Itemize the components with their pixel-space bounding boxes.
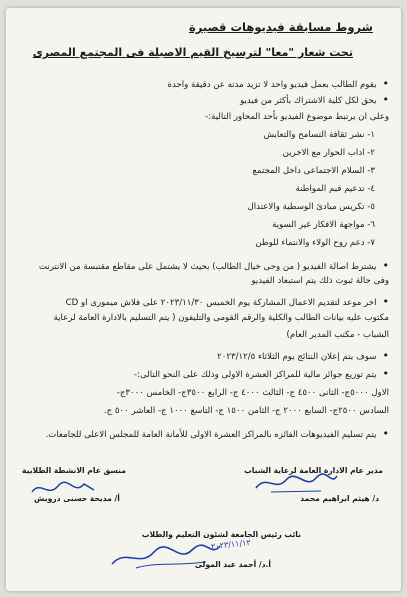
left-signatory-title: منسق عام الانشطة الطلابية <box>22 466 126 475</box>
topic-item: ٥- تكريس مبادئ الوسطية والاعتدال <box>247 202 375 212</box>
prizes-line-2: السادس ٢٥٠٠ج- السابع ٢٠٠٠ ج- الثامن ١٥٠٠ ج- التاسع ١٠٠٠ ج- العاشر ٥٠٠ ج. <box>103 406 389 416</box>
topic-item: ٢- اداب الحوار مع الاخرين <box>282 148 375 158</box>
rule-originality: • يشترط اصالة الفيديو ( من وحى خيال الطالب) بحيث لا يشتمل على مقاطع مقتبسة من الانترنت <box>14 260 389 273</box>
document-title: شروط مسابقة فيديوهات قصيرة <box>188 20 373 34</box>
topic-item: ٣- السلام الاجتماعى داخل المجتمع <box>252 166 375 176</box>
document-page <box>6 8 401 591</box>
rule-deadline-cont: مكتوب عليه بيانات الطالب والكلية والرقم القومى والتليفون ( يتم التسليم بالادارة العامة لرعاية <box>53 313 389 323</box>
left-signatory-name: أ/ مديحة حسنى درويش <box>34 494 120 503</box>
document-subtitle: تحت شعار "معا" لترسيخ القيم الاصيلة فى المجتمع المصرى <box>32 46 353 59</box>
center-signatory-title: نائب رئيس الجامعة لشئون التعليم والطلاب <box>141 530 301 539</box>
topics-intro: وعلى ان يرتبط موضوع الفيديو بأحد المحاور التالية:- <box>205 112 389 122</box>
rule-results: • سوف يتم إعلان النتائج يوم الثلاثاء ٢٠٢٣/١٢/٥ <box>14 350 389 363</box>
topic-item: ١- نشر ثقافة التسامح والتعايش <box>263 130 375 140</box>
topic-item: ٧- دعم روح الولاء والانتماء للوطن <box>255 238 375 248</box>
rule-delivery: • يتم تسليم الفيديوهات الفائزه بالمراكز العشرة الاولى للأمانة العامة للمجلس الاعلى للجامعات. <box>14 428 389 441</box>
rule-deadline: • اخر موعد لتقديم الاعمال المشاركة يوم الخميس ٢٠٢٣/١١/٣٠ على فلاش ميمورى او CD <box>14 296 389 309</box>
prizes-line-1: الاول ٥٠٠٠ج- الثانى ٤٥٠٠ ج- الثالث ٤٠٠٠ ج- الرابع ٣٥٠٠ج- الخامس ٣٠٠٠ج- <box>116 388 389 398</box>
topic-item: ٤- تدعيم قيم المواطنة <box>295 184 375 194</box>
center-signatory-name: أ.د/ أحمد عبد المولى <box>194 560 271 569</box>
intro-bullet-1: • يقوم الطالب بعمل فيديو واحد لا تزيد مدته عن دقيقة واحدة <box>14 78 389 91</box>
right-signatory-title: مدير عام الادارة العامة لرعاية الشباب <box>244 466 383 475</box>
topic-item: ٦- مواجهة الافكار غير السوية <box>272 220 375 230</box>
right-signature-icon <box>251 470 341 496</box>
rule-originality-cont: وفى حالة ثبوت ذلك يتم استبعاد الفيديو <box>251 276 389 286</box>
rule-deadline-cont: الشباب - مكتب المدير العام) <box>286 330 389 340</box>
right-signatory-name: د/ هيثم ابراهيم محمد <box>300 494 379 503</box>
rule-prizes: • يتم توزيع جوائز مالية للمراكز العشرة الاولى وذلك على النحو التالى:- <box>14 368 389 381</box>
intro-bullet-2: • يحق لكل كلية الاشتراك بأكثر من فيديو <box>14 94 389 107</box>
handwritten-date: ٢٠٢٣/١١/١٢ <box>210 537 252 552</box>
